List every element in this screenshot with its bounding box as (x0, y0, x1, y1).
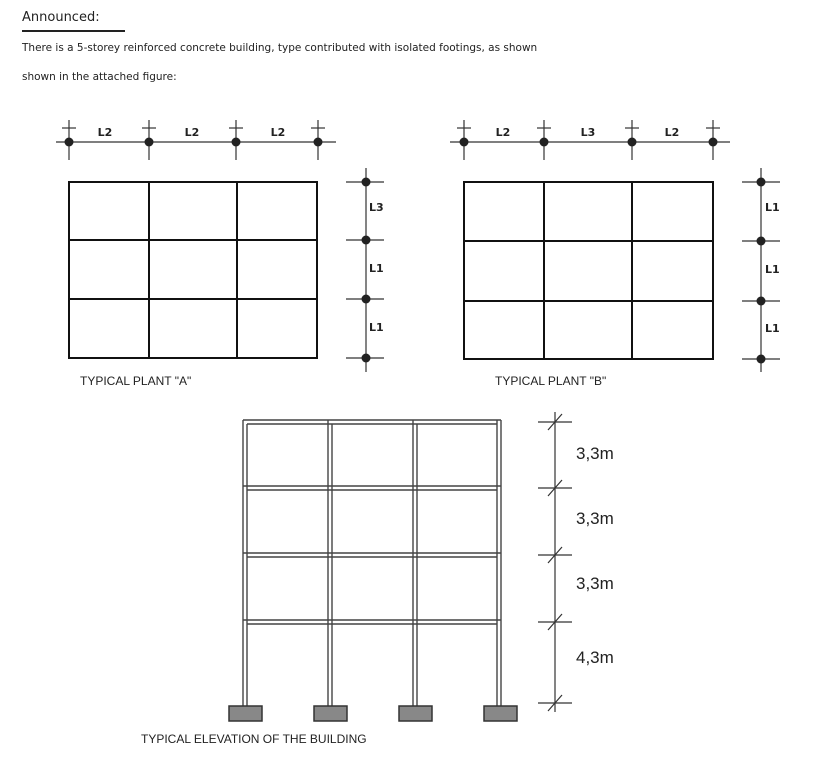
intro-line-2: shown in the attached figure: (22, 71, 177, 83)
plan-b-caption: TYPICAL PLANT "B" (495, 374, 607, 388)
intro-line-1: There is a 5-storey reinforced concrete building, type contributed with isolated footings, as shown (22, 42, 538, 54)
elevation (141, 412, 614, 746)
plan-a-top-span-1: L2 (97, 126, 113, 139)
plan-a-side-span-2: L1 (369, 262, 384, 275)
announcement-heading: Announced: (22, 10, 100, 25)
elevation-dimension (538, 412, 572, 712)
plan-b-top-span-2: L3 (580, 126, 596, 139)
plan-b-top-span-1: L2 (495, 126, 511, 139)
plan-b-grid (464, 182, 713, 359)
plan-a-grid (69, 182, 317, 358)
storey-height-2: 3,3m (576, 509, 614, 528)
plan-a-top-span-3: L2 (270, 126, 286, 139)
footing-4 (484, 706, 517, 721)
elevation-caption: TYPICAL ELEVATION OF THE BUILDING (141, 732, 367, 746)
elevation-footings (229, 706, 517, 721)
plan-b-top-span-3: L2 (664, 126, 680, 139)
plan-a-side-span-1: L3 (369, 201, 384, 214)
storey-height-3: 3,3m (576, 574, 614, 593)
plan-a-top-span-2: L2 (184, 126, 200, 139)
storey-height-1: 3,3m (576, 444, 614, 463)
plan-b-side-span-3: L1 (765, 322, 780, 335)
footing-3 (399, 706, 432, 721)
plan-a-side-span-3: L1 (369, 321, 384, 334)
plan-b-side-span-1: L1 (765, 201, 780, 214)
elevation-frame (243, 420, 501, 706)
plan-a (56, 120, 384, 388)
plan-a-caption: TYPICAL PLANT "A" (80, 374, 192, 388)
footing-2 (314, 706, 347, 721)
storey-height-4: 4,3m (576, 648, 614, 667)
footing-1 (229, 706, 262, 721)
plan-b-side-span-2: L1 (765, 263, 780, 276)
plan-b (450, 120, 780, 388)
